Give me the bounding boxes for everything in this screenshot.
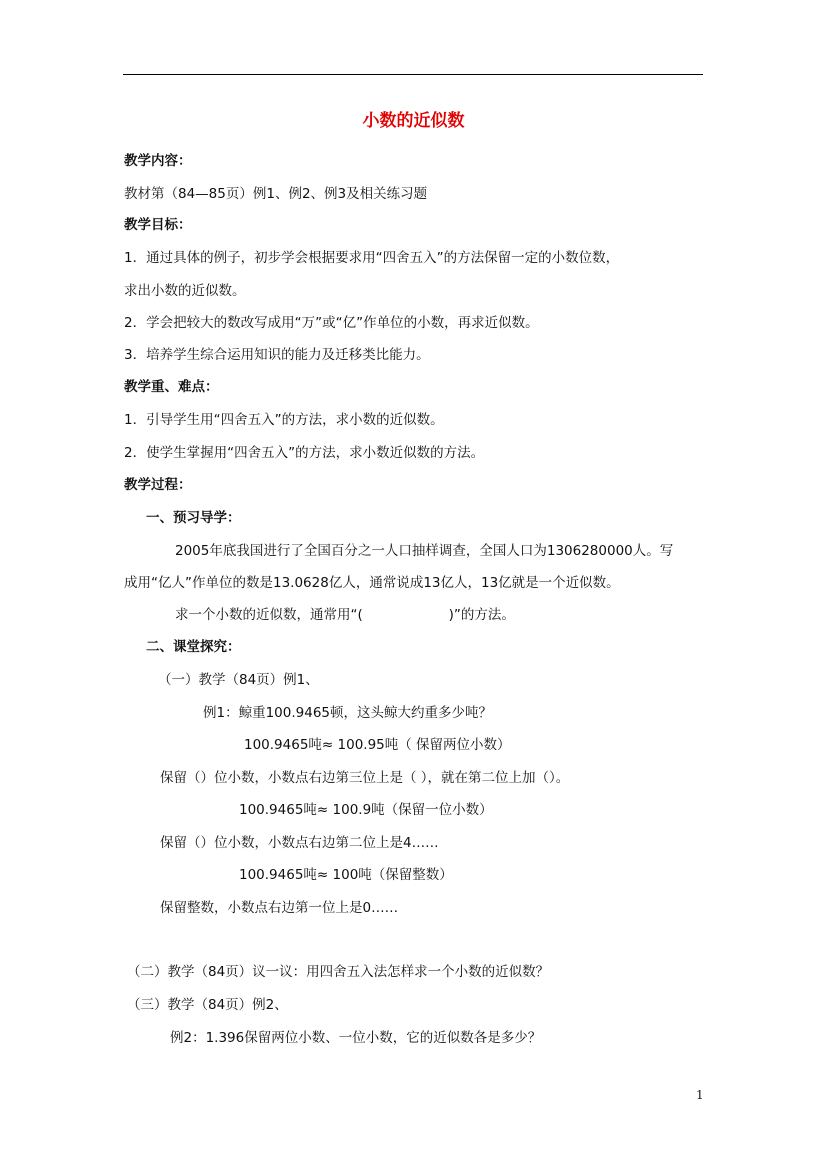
goal-item: 2．学会把较大的数改写成用“万”或“亿”作单位的小数，再求近似数。 bbox=[124, 315, 539, 331]
sub-heading-1: （一）教学（84页）例1、 bbox=[158, 672, 319, 688]
part2-heading: 二、课堂探究： bbox=[146, 639, 241, 655]
part1-line: 2005年底我国进行了全国百分之一人口抽样调查，全国人口为1306280000人。写 bbox=[175, 543, 674, 559]
step-line: 保留（）位小数，小数点右边第二位上是4…… bbox=[160, 835, 439, 851]
step-line: 100.9465吨≈ 100.95吨（ 保留两位小数） bbox=[244, 737, 511, 753]
step-line: 保留整数，小数点右边第一位上是0…… bbox=[160, 900, 399, 916]
key-item: 2．使学生掌握用“四舍五入”的方法，求小数近似数的方法。 bbox=[124, 445, 485, 461]
step-line: 保留（）位小数，小数点右边第三位上是（ ），就在第二位上加（）。 bbox=[160, 770, 570, 786]
goal-item: 求出小数的近似数。 bbox=[124, 283, 246, 299]
page-number: 1 bbox=[696, 1088, 704, 1102]
header-rule bbox=[123, 74, 703, 75]
part1-heading: 一、预习导学： bbox=[146, 510, 241, 526]
goals-heading: 教学目标： bbox=[124, 217, 192, 233]
example-2: 例2：1.396保留两位小数、一位小数，它的近似数各是多少？ bbox=[170, 1030, 542, 1046]
sub-heading-3: （三）教学（84页）例2、 bbox=[127, 997, 288, 1013]
goal-item: 3．培养学生综合运用知识的能力及迁移类比能力。 bbox=[124, 347, 430, 363]
sub-heading-2: （二）教学（84页）议一议：用四舍五入法怎样求一个小数的近似数？ bbox=[127, 964, 550, 980]
content-heading: 教学内容： bbox=[124, 153, 192, 169]
process-heading: 教学过程： bbox=[124, 477, 192, 493]
key-heading: 教学重、难点： bbox=[124, 379, 219, 395]
example-1: 例1：鲸重100.9465顿，这头鲸大约重多少吨？ bbox=[203, 705, 493, 721]
part1-line: 成用“亿人”作单位的数是13.0628亿人，通常说成13亿人，13亿就是一个近似数。 bbox=[124, 575, 620, 591]
goal-item: 1．通过具体的例子，初步学会根据要求用“四舍五入”的方法保留一定的小数位数， bbox=[124, 250, 620, 266]
part1-line: 求一个小数的近似数，通常用“( )”的方法。 bbox=[175, 607, 515, 623]
step-line: 100.9465吨≈ 100吨（保留整数） bbox=[239, 867, 453, 883]
key-item: 1．引导学生用“四舍五入”的方法，求小数的近似数。 bbox=[124, 412, 444, 428]
page-title: 小数的近似数 bbox=[362, 111, 465, 131]
content-text: 教材第（84—85页）例1、例2、例3及相关练习题 bbox=[124, 186, 428, 202]
step-line: 100.9465吨≈ 100.9吨（保留一位小数） bbox=[239, 802, 493, 818]
